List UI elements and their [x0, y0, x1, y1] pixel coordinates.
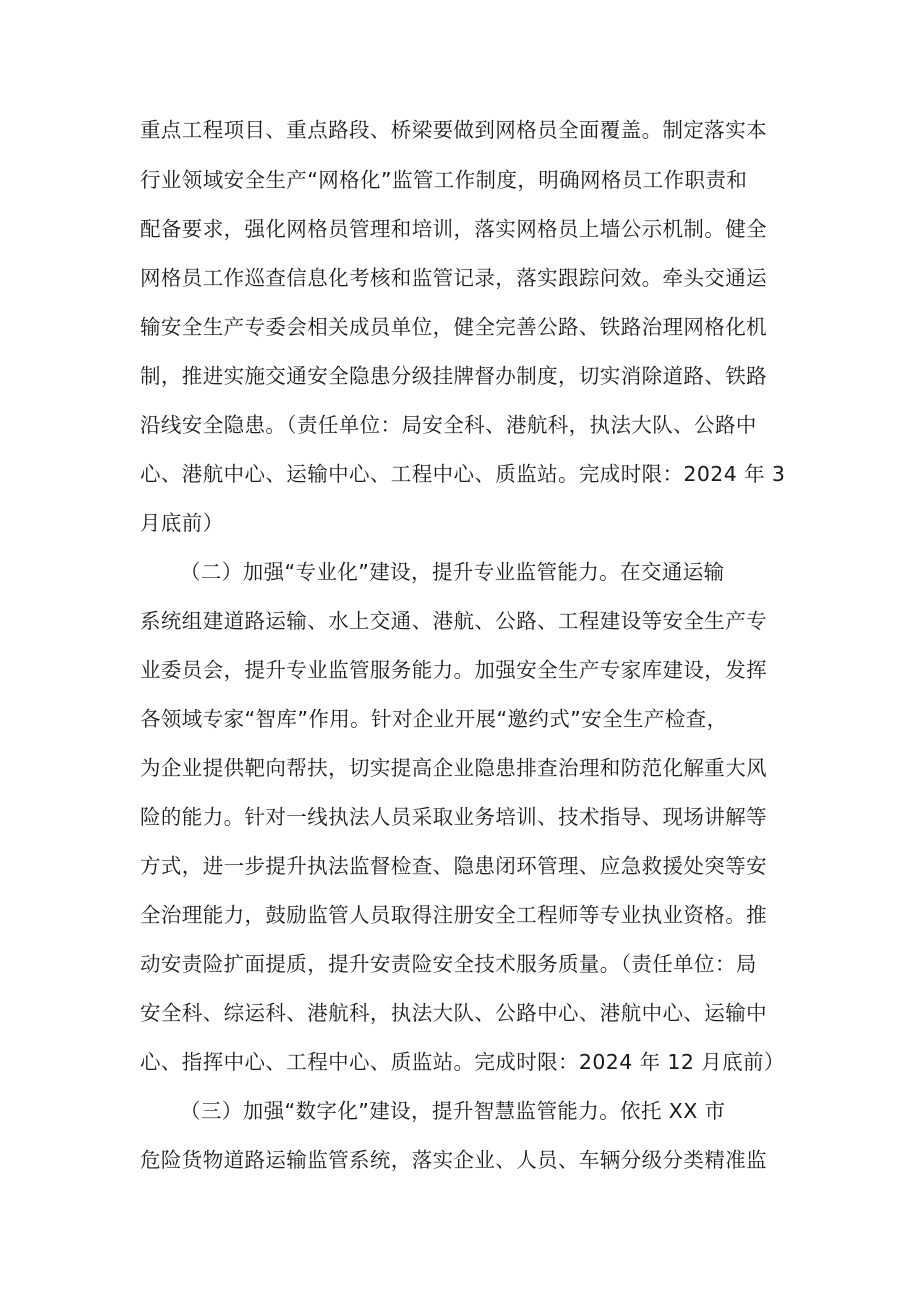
- text-line: 制，推进实施交通安全隐患分级挂牌督办制度，切实消除道路、铁路: [140, 364, 767, 388]
- text-line: 沿线安全隐患。（责任单位：局安全科、港航科，执法大队、公路中: [140, 413, 757, 437]
- text-line: 心、指挥中心、工程中心、质监站。完成时限：2024 年 12 月底前）: [140, 1050, 785, 1074]
- text-line: 安全科、综运科、港航科，执法大队、公路中心、港航中心、运输中: [140, 1001, 767, 1025]
- text-line: 动安责险扩面提质，提升安责险安全技术服务质量。（责任单位：局: [140, 952, 757, 976]
- text-line: 输安全生产专委会相关成员单位，健全完善公路、铁路治理网格化机: [140, 315, 767, 339]
- text-line: 行业领域安全生产“网格化”监管工作制度，明确网格员工作职责和: [140, 168, 748, 192]
- text-line: 危险货物道路运输监管系统，落实企业、人员、车辆分级分类精准监: [140, 1148, 767, 1172]
- text-line: 系统组建道路运输、水上交通、港航、公路、工程建设等安全生产专: [140, 609, 767, 633]
- text-line: 心、港航中心、运输中心、工程中心、质监站。完成时限：2024 年 3: [140, 462, 786, 486]
- text-line: 各领域专家“智库”作用。针对企业开展“邀约式”安全生产检查，: [140, 707, 728, 731]
- text-line: 重点工程项目、重点路段、桥梁要做到网格员全面覆盖。制定落实本: [140, 118, 767, 142]
- paragraph-heading-line: （三）加强“数字化”建设，提升智慧监管能力。依托 XX 市: [180, 1099, 726, 1123]
- text-line: 全治理能力，鼓励监管人员取得注册安全工程师等专业执业资格。推: [140, 903, 767, 927]
- text-line: 月底前）: [140, 511, 224, 535]
- text-line: 为企业提供靶向帮扶，切实提高企业隐患排查治理和防范化解重大风: [140, 756, 767, 780]
- paragraph-heading-line: （二）加强“专业化”建设，提升专业监管能力。在交通运输: [180, 560, 725, 584]
- text-line: 配备要求，强化网格员管理和培训，落实网格员上墙公示机制。健全: [140, 217, 767, 241]
- text-line: 业委员会，提升专业监管服务能力。加强安全生产专家库建设，发挥: [140, 658, 767, 682]
- text-line: 网格员工作巡查信息化考核和监管记录，落实跟踪问效。牵头交通运: [140, 266, 767, 290]
- text-line: 方式，进一步提升执法监督检查、隐患闭环管理、应急救援处突等安: [140, 854, 767, 878]
- text-line: 险的能力。针对一线执法人员采取业务培训、技术指导、现场讲解等: [140, 805, 767, 829]
